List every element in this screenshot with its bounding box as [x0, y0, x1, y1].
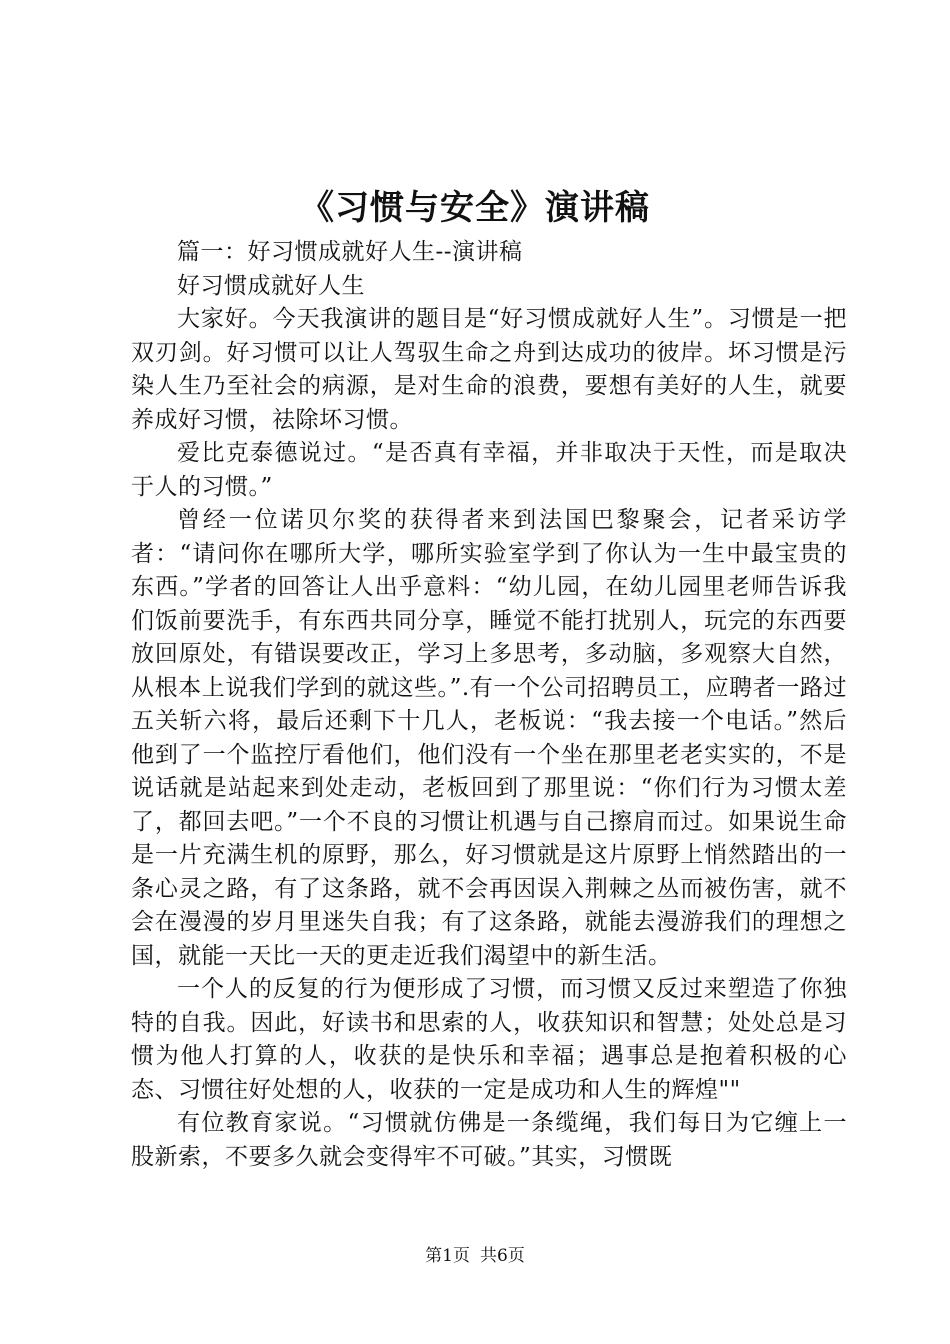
page-number: 第1页	[425, 1246, 470, 1266]
body-paragraph: 一个人的反复的行为便形成了习惯，而习惯又反过来塑造了你独特的自我。因此，好读书和思索的人，收获知识和智慧；处处总是习惯为他人打算的人，收获的是快乐和幸福；遇事总是抱着积极的心态、习惯往好处想的人，收获的一定是成功和人生的辉煌""	[131, 976, 847, 1103]
body-paragraph: 大家好。今天我演讲的题目是“好习惯成就好人生”。习惯是一把双刃剑。好习惯可以让人驾驭生命之舟到达成功的彼岸。坏习惯是污染人生乃至社会的病源，是对生命的浪费，要想有美好的人生，就要养成好习惯，祛除坏习惯。	[131, 306, 847, 433]
page-footer	[0, 1244, 950, 1268]
body-paragraph: 有位教育家说。“习惯就仿佛是一条缆绳，我们每日为它缠上一股新索，不要多久就会变得牢不可破。”其实，习惯既	[131, 1110, 847, 1170]
speech-title: 好习惯成就好人生	[177, 272, 365, 299]
document-title: 《习惯与安全》演讲稿	[300, 188, 650, 228]
section-heading: 篇一：好习惯成就好人生--演讲稿	[177, 239, 523, 265]
body-paragraph: 曾经一位诺贝尔奖的获得者来到法国巴黎聚会，记者采访学者：“请问你在哪所大学，哪所实验室学到了你认为一生中最宝贵的东西。”学者的回答让人出乎意料：“幼儿园，在幼儿园里老师告诉我们饭前要洗手，有东西共同分享，睡觉不能打扰别人，玩完的东西要放回原处，有错误要改正，学习上多思考，多动脑，多观察大自然，从根本上说我们学到的就这些。”.有一个公司招聘员工，应聘者一路过五关斩六将，最后还剩下十几人，老板说：“我去接一个电话。”然后他到了一个监控厅看他们，他们没有一个坐在那里老老实实的，不是说话就是站起来到处走动，老板回到了那里说：“你们行为习惯太差了，都回去吧。”一个不良的习惯让机遇与自己擦肩而过。如果说生命是一片充满生机的原野，那么，好习惯就是这片原野上悄然踏出的一条心灵之路，有了这条路，就不会再因误入荆棘之丛而被伤害，就不会在漫漫的岁月里迷失自我；有了这条路，就能去漫游我们的理想之国，就能一天比一天的更走近我们渴望中的新生活。	[131, 507, 847, 969]
document-body	[131, 236, 847, 1174]
body-paragraph: 爱比克泰德说过。“是否真有幸福，并非取决于天性，而是取决于人的习惯。”	[131, 440, 847, 500]
page-total: 共6页	[480, 1246, 525, 1266]
